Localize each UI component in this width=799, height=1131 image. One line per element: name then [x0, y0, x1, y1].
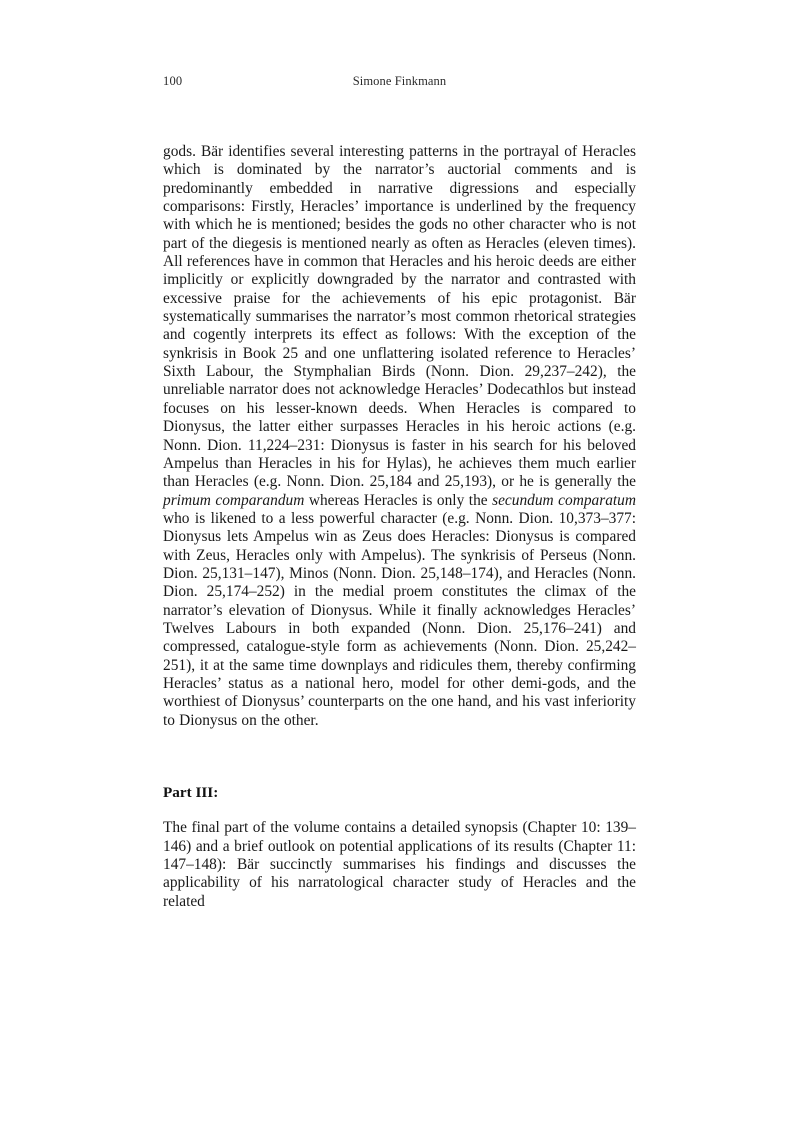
page-number: 100 [163, 74, 183, 88]
latin-term: secundum comparatum [492, 491, 636, 509]
text-run: whereas Heracles is only the [304, 491, 493, 509]
running-head-title: Simone Finkmann [352, 74, 447, 88]
spacer-after-heading [163, 802, 636, 819]
text-run: who is likened to a less powerful character (e.g. Nonn. Dion. 10,373–377: Dionysus lets Ampelus win as Zeus does Heracles: Dionysus is compared with Zeus, Heracles only with Ampelus). The synkrisis of Perseus (Nonn. Dion. 25,131–147), Minos (Nonn. Dion. 25,148–174), and Heracles (Nonn. Dion. 25,174–252) in the medial proem constitutes the climax of the narrator’s elevation of Dionysus. While it finally acknowledges Heracles’ Twelves Labours in both expanded (Nonn. Dion. 25,176–241) and compressed, catalogue-style form as achievements (Nonn. Dion. 25,242–251), it at the same time downplays and ridicules them, thereby confirming Heracles’ status as a national hero, model for other demi-gods, and the worthiest of Dionysus’ counterparts on the one hand, and his vast inferiority to Dionysus on the other. [163, 509, 636, 729]
spacer-before-heading [163, 730, 636, 784]
text-run: gods. Bär identifies several interesting patterns in the portrayal of Heracles which is dominated by the narrator’s auctorial comments and is predominantly embedded in narrative digressions and especially comparisons: Firstly, Heracles’ importance is underlined by the frequency with which he is mentioned; besides the gods no other character who is not part of the diegesis is mentioned nearly as often as Heracles (eleven times). All references have in common that Heracles and his heroic deeds are either implicitly or explicitly downgraded by the narrator and contrasted with excessive praise for the achievements of his epic protagonist. Bär systematically summarises the narrator’s most common rhetorical strategies and cogently interprets its effect as follows: With the exception of the synkrisis in Book 25 and one unflattering isolated reference to Heracles’ Sixth Labour, the Stymphalian Birds (Nonn. Dion. 29,237–242), the unreliable narrator does not acknowledge Heracles’ Dodecathlos but instead focuses on his lesser-known deeds. When Heracles is compared to Dionysus, the latter either surpasses Heracles in his heroic actions (e.g. Nonn. Dion. 11,224–231: Dionysus is faster in his search for his beloved Ampelus than Heracles in his for Hylas), he achieves them much earlier than Heracles (e.g. Nonn. Dion. 25,184 and 25,193), or he is generally the [163, 143, 636, 491]
text-block [163, 143, 636, 911]
running-header [163, 72, 636, 90]
latin-term: primum comparandum [163, 491, 305, 509]
section-heading-part-iii: Part III: [163, 784, 219, 801]
paragraph-body-1 [163, 143, 636, 730]
paragraph-body-2: The final part of the volume contains a detailed synopsis (Chapter 10: 139–146) and a brief outlook on potential applications of its results (Chapter 11: 147–148): Bär succinctly summarises his findings and discusses the applicability of his narratological character study of Heracles and the related [163, 819, 636, 910]
